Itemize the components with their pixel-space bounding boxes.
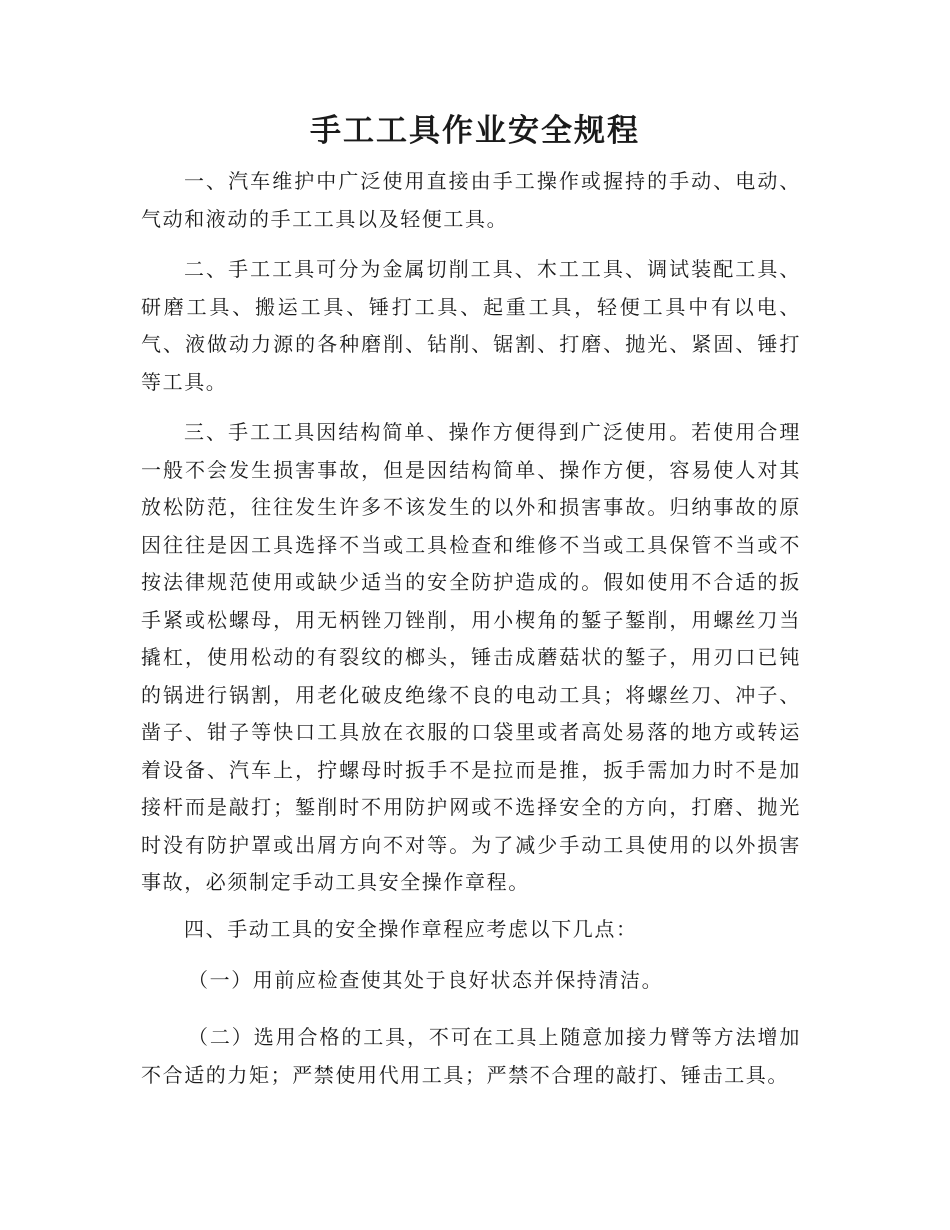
paragraph-4-item-1: （一）用前应检查使其处于良好状态并保持清洁。 <box>188 968 664 992</box>
paragraph-4: 四、手动工具的安全操作章程应考虑以下几点： <box>184 917 638 941</box>
paragraph-2: 二、手工工具可分为金属切削工具、木工工具、调试装配工具、研磨工具、搬运工具、锤打工具、起重工具，轻便工具中有以电、气、液做动力源的各种磨削、钻削、锯割、打磨、抛光、紧固、锤打等工具。 <box>141 257 801 394</box>
paragraph-3: 三、手工工具因结构简单、操作方便得到广泛使用。若使用合理一般不会发生损害事故，但是因结构简单、操作方便，容易使人对其放松防范，往往发生许多不该发生的以外和损害事故。归纳事故的原因往往是因工具选择不当或工具检查和维修不当或工具保管不当或不按法律规范使用或缺少适当的安全防护造成的。假如使用不合适的扳手紧或松螺母，用无柄锉刀锉削，用小楔角的錾子錾削，用螺丝刀当撬杠，使用松动的有裂纹的榔头，锤击成蘑菇状的錾子，用刃口已钝的锅进行锅割，用老化破皮绝缘不良的电动工具；将螺丝刀、冲子、凿子、钳子等快口工具放在衣服的口袋里或者高处易落的地方或转运着设备、汽车上，拧螺母时扳手不是拉而是推，扳手需加力时不是加接杆而是敲打；錾削时不用防护网或不选择安全的方向，打磨、抛光时没有防护罩或出屑方向不对等。为了减少手动工具使用的以外损害事故，必须制定手动工具安全操作章程。 <box>141 420 801 894</box>
document-title: 手工工具作业安全规程 <box>310 113 640 149</box>
paragraph-1: 一、汽车维护中广泛使用直接由手工操作或握持的手动、电动、气动和液动的手工工具以及轻便工具。 <box>141 169 801 231</box>
paragraph-4-item-2: （二）选用合格的工具，不可在工具上随意加接力臂等方法增加不合适的力矩；严禁使用代用工具；严禁不合理的敲打、锤击工具。 <box>141 1025 801 1087</box>
